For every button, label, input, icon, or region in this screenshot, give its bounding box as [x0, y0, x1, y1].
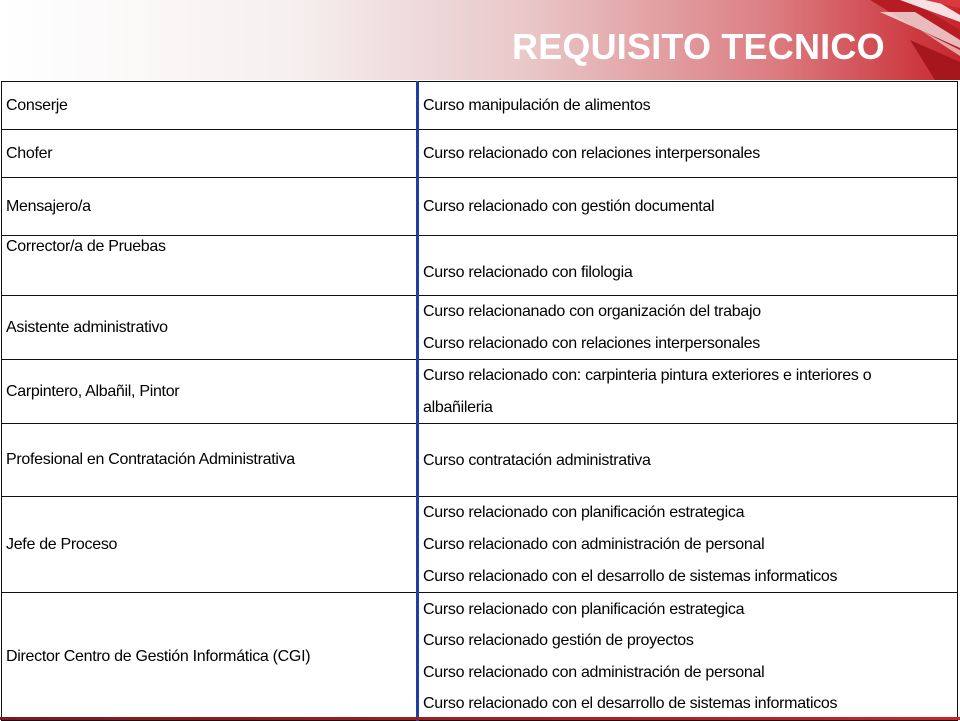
requisito-cell — [418, 497, 958, 593]
table-row — [2, 236, 958, 296]
requisito-line: Curso relacionado con relaciones interpersonales — [423, 145, 760, 162]
cargo-cell: Corrector/a de Pruebas — [2, 236, 418, 296]
table-row — [2, 593, 958, 721]
requisito-line: Curso relacionado con gestión documental — [423, 198, 715, 215]
requisito-cell — [418, 82, 958, 130]
table-row — [2, 424, 958, 497]
requisito-line: Curso relacionado con filologia — [423, 264, 633, 281]
requisito-line: Curso relacionado con administración de personal — [423, 663, 765, 681]
requisito-line: Curso relacionado gestión de proyectos — [423, 632, 694, 650]
requisito-line: Curso relacionado con: carpinteria pintura exteriores e interiores o — [423, 367, 872, 385]
requisito-line: Curso manipulación de alimentos — [423, 97, 651, 114]
requisito-cell — [418, 296, 958, 360]
requisito-line: Curso relacionado con relaciones interpersonales — [423, 334, 760, 352]
cargo-cell: Jefe de Proceso — [2, 497, 418, 593]
requisito-line: albañileria — [423, 398, 493, 416]
cargo-cell: Profesional en Contratación Administrativa — [2, 424, 418, 497]
table-row — [2, 178, 958, 236]
cargo-cell: Chofer — [2, 130, 418, 178]
table-row — [2, 360, 958, 424]
requisito-cell — [418, 593, 958, 721]
requisito-line: Curso relacionanado con organización del trabajo — [423, 303, 761, 320]
decorative-stripes-icon — [840, 0, 960, 80]
table-row — [2, 82, 958, 130]
requisito-line: Curso relacionado con el desarrollo de sistemas informaticos — [423, 567, 838, 585]
table-row — [2, 497, 958, 593]
requisito-cell — [418, 424, 958, 497]
table-row — [2, 296, 958, 360]
cargo-cell: Asistente administrativo — [2, 296, 418, 360]
requisito-line: Curso contratación administrativa — [423, 451, 651, 469]
cargo-cell: Conserje — [2, 82, 418, 130]
requisito-cell — [418, 360, 958, 424]
requisito-line: Curso relacionado con el desarrollo de sistemas informaticos — [423, 695, 838, 713]
page-title: REQUISITO TECNICO — [512, 26, 885, 67]
requisito-line: Curso relacionado con planificación estrategica — [423, 504, 745, 522]
requisitos-table — [1, 81, 958, 718]
requisito-line: Curso relacionado con administración de personal — [423, 536, 765, 554]
requisito-cell — [418, 130, 958, 178]
cargo-cell: Director Centro de Gestión Informática (CGI) — [2, 593, 418, 721]
table-row — [2, 130, 958, 178]
requisito-cell — [418, 236, 958, 296]
requisito-line: Curso relacionado con planificación estrategica — [423, 600, 745, 618]
header-banner — [0, 0, 960, 80]
cargo-cell: Carpintero, Albañil, Pintor — [2, 360, 418, 424]
cargo-cell: Mensajero/a — [2, 178, 418, 236]
requisito-cell — [418, 178, 958, 236]
